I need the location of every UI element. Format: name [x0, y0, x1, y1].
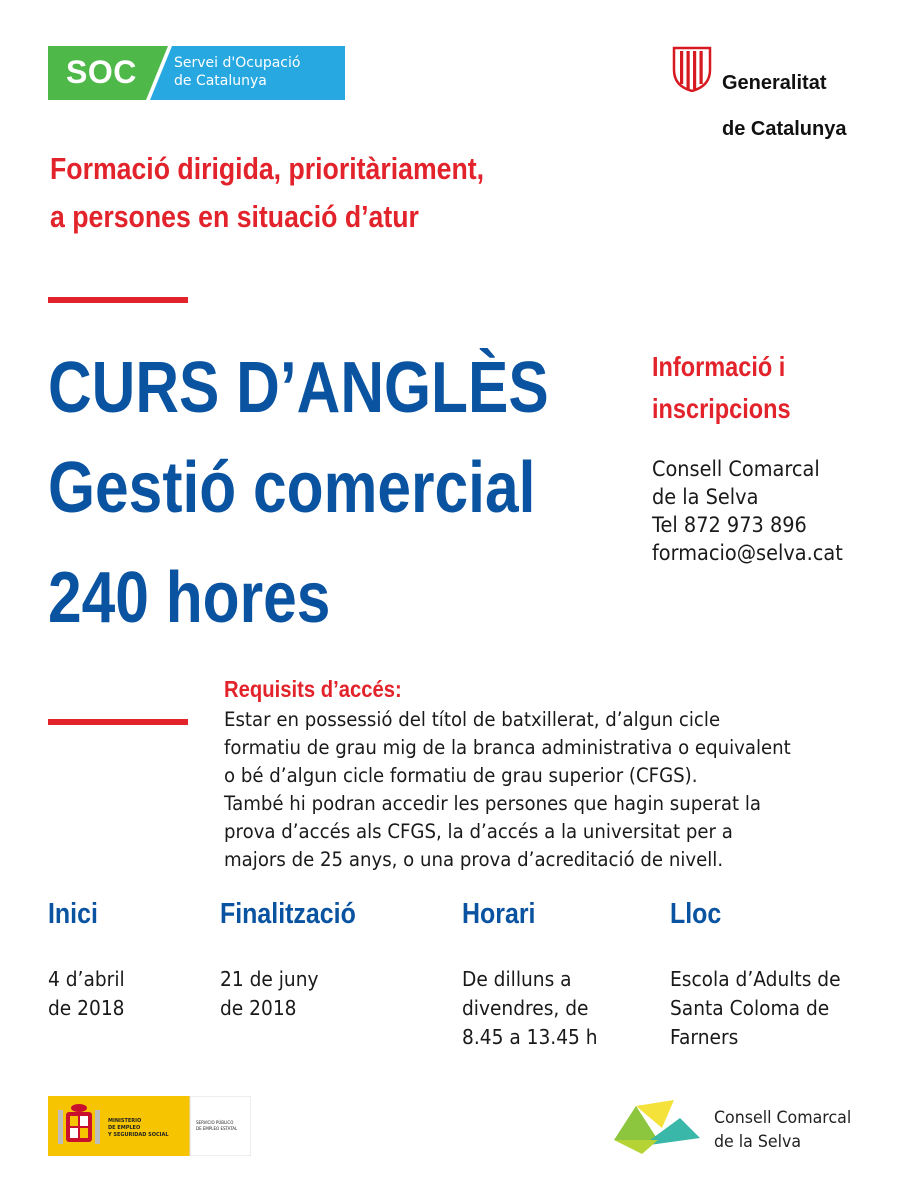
info-phone: Tel 872 973 896 — [652, 513, 807, 537]
requirements-line: o bé d’algun cicle formatiu de grau superior (CFGS). — [224, 764, 698, 787]
divider-red-requirements — [48, 719, 188, 725]
ministry-employment-logo — [48, 1096, 251, 1156]
svg-text:DE EMPLEO ESTATAL: DE EMPLEO ESTATAL — [196, 1126, 238, 1131]
start-date: 4 d’abril de 2018 — [48, 967, 125, 1020]
svg-text:DE EMPLEO: DE EMPLEO — [108, 1125, 141, 1131]
end-heading: Finalització — [220, 898, 356, 930]
end-date: 21 de juny de 2018 — [220, 967, 319, 1020]
soc-abbr: SOC — [66, 54, 137, 90]
requirements-line: Estar en possessió del títol de batxillerat, d’algun cicle — [224, 708, 721, 731]
divider-red-top — [48, 297, 188, 303]
schedule-text: De dilluns a divendres, de 8.45 a 13.45 h — [462, 967, 598, 1049]
info-organisation-area: de la Selva — [652, 485, 759, 509]
location-heading: Lloc — [670, 898, 722, 930]
course-hours: 240 hores — [48, 558, 331, 638]
soc-fullname: Servei d'Ocupació de Catalunya — [174, 55, 301, 89]
generalitat-wordmark: Generalitat de Catalunya — [722, 72, 847, 140]
info-email: formacio@selva.cat — [652, 541, 843, 565]
soc-logo — [48, 46, 345, 100]
course-title: CURS D’ANGLÈS — [48, 348, 549, 428]
info-heading: Informació i inscripcions — [652, 351, 791, 424]
requirements-heading: Requisits d’accés: — [224, 676, 402, 702]
schedule-heading: Horari — [462, 898, 536, 930]
requirements-line: majors de 25 anys, o una prova d’acreditació de nivell. — [224, 848, 724, 871]
location-text: Escola d’Adults de Santa Coloma de Farners — [670, 967, 841, 1049]
requirements-line: formatiu de grau mig de la branca administrativa o equivalent — [224, 736, 791, 759]
requirements-line: prova d’accés als CFGS, la d’accés a la universitat per a — [224, 820, 733, 843]
svg-text:SERVICIO PÚBLICO: SERVICIO PÚBLICO — [196, 1120, 234, 1125]
course-subtitle: Gestió comercial — [48, 448, 536, 528]
svg-text:MINISTERIO: MINISTERIO — [108, 1118, 142, 1124]
requirements-line: També hi podran accedir les persones que hagin superat la — [224, 792, 762, 815]
target-audience-tagline: Formació dirigida, prioritàriament, a persones en situació d’atur — [50, 151, 485, 234]
info-organisation: Consell Comarcal — [652, 457, 820, 481]
consell-comarcal-logo-icon — [612, 1098, 702, 1158]
svg-text:Y SEGURIDAD SOCIAL: Y SEGURIDAD SOCIAL — [108, 1132, 169, 1138]
consell-comarcal-wordmark: Consell Comarcal de la Selva — [714, 1108, 852, 1152]
start-heading: Inici — [48, 898, 98, 930]
generalitat-emblem-icon — [672, 46, 712, 92]
